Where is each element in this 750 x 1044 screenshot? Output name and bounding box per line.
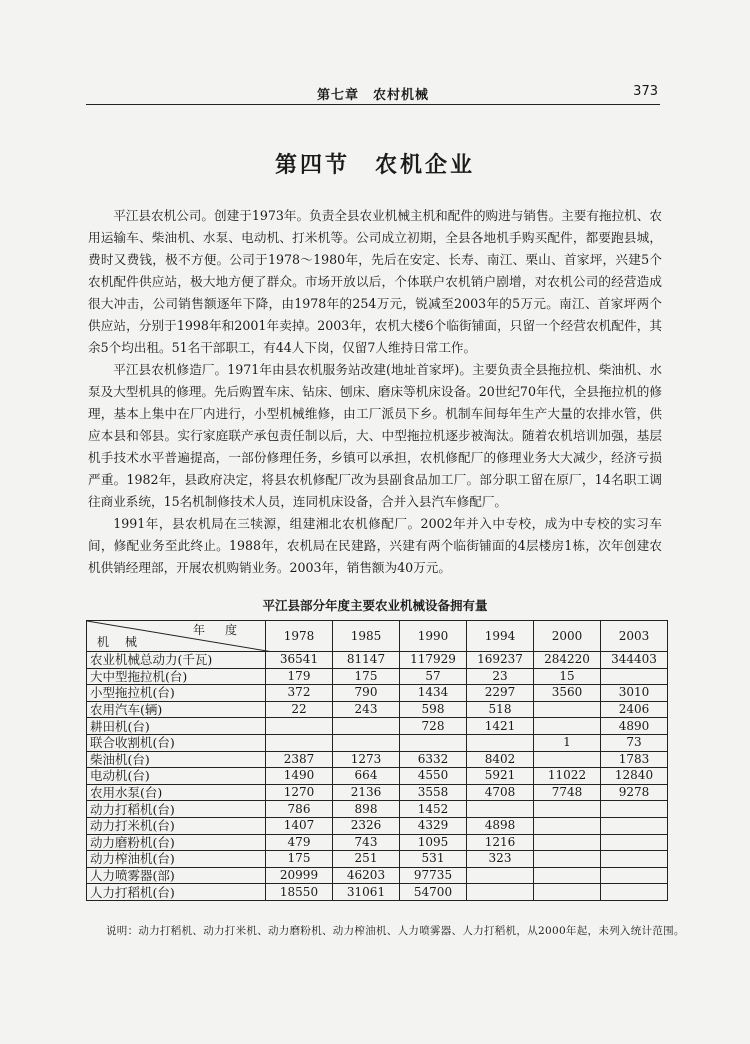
table-row xyxy=(87,851,668,868)
value-cell: 898 xyxy=(333,801,400,818)
table-row xyxy=(87,784,668,801)
value-cell xyxy=(601,668,668,685)
table-row xyxy=(87,867,668,884)
value-cell: 81147 xyxy=(333,652,400,669)
value-cell: 786 xyxy=(266,801,333,818)
value-cell xyxy=(467,867,534,884)
value-cell: 1216 xyxy=(467,834,534,851)
value-cell: 518 xyxy=(467,701,534,718)
value-cell xyxy=(534,884,601,901)
value-cell: 2326 xyxy=(333,817,400,834)
table-row xyxy=(87,768,668,785)
value-cell: 175 xyxy=(333,668,400,685)
value-cell xyxy=(333,734,400,751)
value-cell: 598 xyxy=(400,701,467,718)
value-cell: 1783 xyxy=(601,751,668,768)
value-cell xyxy=(467,884,534,901)
table-row xyxy=(87,652,668,669)
running-header xyxy=(86,82,660,105)
value-cell: 6332 xyxy=(400,751,467,768)
value-cell: 1273 xyxy=(333,751,400,768)
year-header: 2000 xyxy=(534,621,601,652)
value-cell: 664 xyxy=(333,768,400,785)
value-cell: 3560 xyxy=(534,685,601,702)
section-title: 第四节 农机企业 xyxy=(274,153,475,178)
value-cell: 323 xyxy=(467,851,534,868)
value-cell: 15 xyxy=(534,668,601,685)
value-cell: 57 xyxy=(400,668,467,685)
value-cell: 4550 xyxy=(400,768,467,785)
value-cell: 22 xyxy=(266,701,333,718)
value-cell xyxy=(534,718,601,735)
value-cell: 169237 xyxy=(467,652,534,669)
value-cell xyxy=(601,884,668,901)
table-row xyxy=(87,884,668,901)
machine-name-cell: 动力打稻机(台) xyxy=(87,801,266,818)
machine-name-cell: 电动机(台) xyxy=(87,768,266,785)
value-cell xyxy=(534,851,601,868)
value-cell xyxy=(534,751,601,768)
value-cell xyxy=(467,734,534,751)
year-header: 1994 xyxy=(467,621,534,652)
value-cell: 36541 xyxy=(266,652,333,669)
value-cell: 73 xyxy=(601,734,668,751)
value-cell: 4898 xyxy=(467,817,534,834)
value-cell: 8402 xyxy=(467,751,534,768)
value-cell: 790 xyxy=(333,685,400,702)
paragraph: 平江县农机修造厂。1971年由县农机服务站改建(地址首家坪)。主要负责全县拖拉机、柴油机、水泵及大型机具的修理。先后购置车床、钻床、刨床、磨床等机床设备。20世纪70年代，全县拖拉机的修理，基本上集中在厂内进行，小型机械维修，由工厂派员下乡。机制车间每年生产大量的农排水管，供应本县和邻县。实行家庭联产承包责任制以后，大、中型拖拉机逐步被淘汰。随着农机培训加强，基层机手技术水平普遍提高，一部份修理任务，乡镇可以承担，农机修配厂的修理业务大大减少，经济亏损严重。1982年，县政府决定，将县农机修配厂改为县副食品加工厂。部分职工留在原厂，14名职工调往商业系统，15名机制修技术人员，连同机床设备，合并入县汽车修配厂。 xyxy=(88,362,662,509)
machine-name-cell: 人力打稻机(台) xyxy=(87,884,266,901)
machine-name-cell: 联合收割机(台) xyxy=(87,734,266,751)
value-cell: 2387 xyxy=(266,751,333,768)
corner-machine-label: 机械 xyxy=(97,635,154,649)
year-header: 1985 xyxy=(333,621,400,652)
value-cell xyxy=(534,834,601,851)
value-cell: 251 xyxy=(333,851,400,868)
value-cell: 344403 xyxy=(601,652,668,669)
machine-name-cell: 动力打米机(台) xyxy=(87,817,266,834)
value-cell: 97735 xyxy=(400,867,467,884)
value-cell: 3558 xyxy=(400,784,467,801)
value-cell: 1452 xyxy=(400,801,467,818)
value-cell: 531 xyxy=(400,851,467,868)
value-cell: 12840 xyxy=(601,768,668,785)
value-cell xyxy=(333,718,400,735)
page-number: 373 xyxy=(633,84,658,99)
value-cell xyxy=(467,801,534,818)
machine-name-cell: 小型拖拉机(台) xyxy=(87,685,266,702)
year-header: 1990 xyxy=(400,621,467,652)
value-cell: 728 xyxy=(400,718,467,735)
year-header: 2003 xyxy=(601,621,668,652)
machine-name-cell: 人力喷雾器(部) xyxy=(87,867,266,884)
value-cell: 20999 xyxy=(266,867,333,884)
machine-name-cell: 农用水泵(台) xyxy=(87,784,266,801)
equipment-table xyxy=(86,620,668,901)
value-cell: 4890 xyxy=(601,718,668,735)
value-cell: 743 xyxy=(333,834,400,851)
machine-name-cell: 柴油机(台) xyxy=(87,751,266,768)
table-note: 说明：动力打稻机、动力打米机、动力磨粉机、动力榨油机、人力喷雾器、人力打稻机，从2000年起，未列入统计范围。 xyxy=(106,925,685,937)
value-cell: 4329 xyxy=(400,817,467,834)
value-cell: 175 xyxy=(266,851,333,868)
value-cell: 3010 xyxy=(601,685,668,702)
value-cell xyxy=(601,817,668,834)
value-cell: 23 xyxy=(467,668,534,685)
value-cell xyxy=(266,718,333,735)
body-text xyxy=(88,205,662,579)
value-cell xyxy=(534,867,601,884)
value-cell: 1407 xyxy=(266,817,333,834)
value-cell: 1095 xyxy=(400,834,467,851)
value-cell xyxy=(534,801,601,818)
machine-name-cell: 动力榨油机(台) xyxy=(87,851,266,868)
table-row xyxy=(87,685,668,702)
value-cell xyxy=(534,701,601,718)
chapter-title: 第七章 农村机械 xyxy=(316,88,429,103)
corner-year-label: 年度 xyxy=(192,623,257,637)
table-row xyxy=(87,734,668,751)
value-cell: 1421 xyxy=(467,718,534,735)
table-body xyxy=(87,652,668,901)
value-cell xyxy=(601,851,668,868)
value-cell: 1270 xyxy=(266,784,333,801)
value-cell: 2136 xyxy=(333,784,400,801)
machine-name-cell: 动力磨粉机(台) xyxy=(87,834,266,851)
value-cell: 117929 xyxy=(400,652,467,669)
value-cell: 1 xyxy=(534,734,601,751)
value-cell: 54700 xyxy=(400,884,467,901)
value-cell: 18550 xyxy=(266,884,333,901)
value-cell: 7748 xyxy=(534,784,601,801)
table-corner-cell xyxy=(87,621,266,652)
value-cell: 372 xyxy=(266,685,333,702)
table-row xyxy=(87,817,668,834)
table-row xyxy=(87,701,668,718)
table-row xyxy=(87,801,668,818)
value-cell: 11022 xyxy=(534,768,601,785)
year-header: 1978 xyxy=(266,621,333,652)
paragraph: 平江县农机公司。创建于1973年。负责全县农业机械主机和配件的购进与销售。主要有拖拉机、农用运输车、柴油机、水泵、电动机、打米机等。公司成立初期，全县各地机手购买配件，都要跑县城，费时又费钱，极不方便。公司于1978～1980年，先后在安定、长寿、南江、栗山、首家坪，兴建5个农机配件供应站，极大地方便了群众。市场开放以后，个体联户农机销户剧增，对农机公司的经营造成很大冲击，公司销售额逐年下降，由1978年的254万元，锐减至2003年的5万元。南江、首家坪两个供应站，分别于1998年和2001年卖掉。2003年，农机大楼6个临街铺面，只留一个经营农机配件，其余5个均出租。51名干部职工，有44人下岗，仅留7人维持日常工作。 xyxy=(88,208,662,355)
table-row xyxy=(87,718,668,735)
value-cell xyxy=(601,801,668,818)
value-cell: 31061 xyxy=(333,884,400,901)
value-cell: 284220 xyxy=(534,652,601,669)
value-cell xyxy=(534,817,601,834)
value-cell xyxy=(400,734,467,751)
table-header-row xyxy=(87,621,668,652)
value-cell: 243 xyxy=(333,701,400,718)
value-cell: 5921 xyxy=(467,768,534,785)
value-cell: 479 xyxy=(266,834,333,851)
value-cell: 1490 xyxy=(266,768,333,785)
machine-name-cell: 耕田机(台) xyxy=(87,718,266,735)
value-cell: 9278 xyxy=(601,784,668,801)
value-cell: 4708 xyxy=(467,784,534,801)
value-cell xyxy=(601,867,668,884)
value-cell xyxy=(601,834,668,851)
table-row xyxy=(87,751,668,768)
value-cell: 179 xyxy=(266,668,333,685)
value-cell: 2297 xyxy=(467,685,534,702)
machine-name-cell: 农业机械总动力(千瓦) xyxy=(87,652,266,669)
machine-name-cell: 农用汽车(辆) xyxy=(87,701,266,718)
machine-name-cell: 大中型拖拉机(台) xyxy=(87,668,266,685)
paragraph: 1991年，县农机局在三犊源，组建湘北农机修配厂。2002年并入中专校，成为中专校的实习车间，修配业务至此终止。1988年，农机局在民建路，兴建有两个临街铺面的4层楼房1栋，次年创建农机供销经理部，开展农机购销业务。2003年，销售额为40万元。 xyxy=(88,516,662,575)
value-cell: 1434 xyxy=(400,685,467,702)
table-row xyxy=(87,834,668,851)
table-caption: 平江县部分年度主要农业机械设备拥有量 xyxy=(262,598,488,613)
table-row xyxy=(87,668,668,685)
value-cell: 2406 xyxy=(601,701,668,718)
value-cell xyxy=(266,734,333,751)
value-cell: 46203 xyxy=(333,867,400,884)
